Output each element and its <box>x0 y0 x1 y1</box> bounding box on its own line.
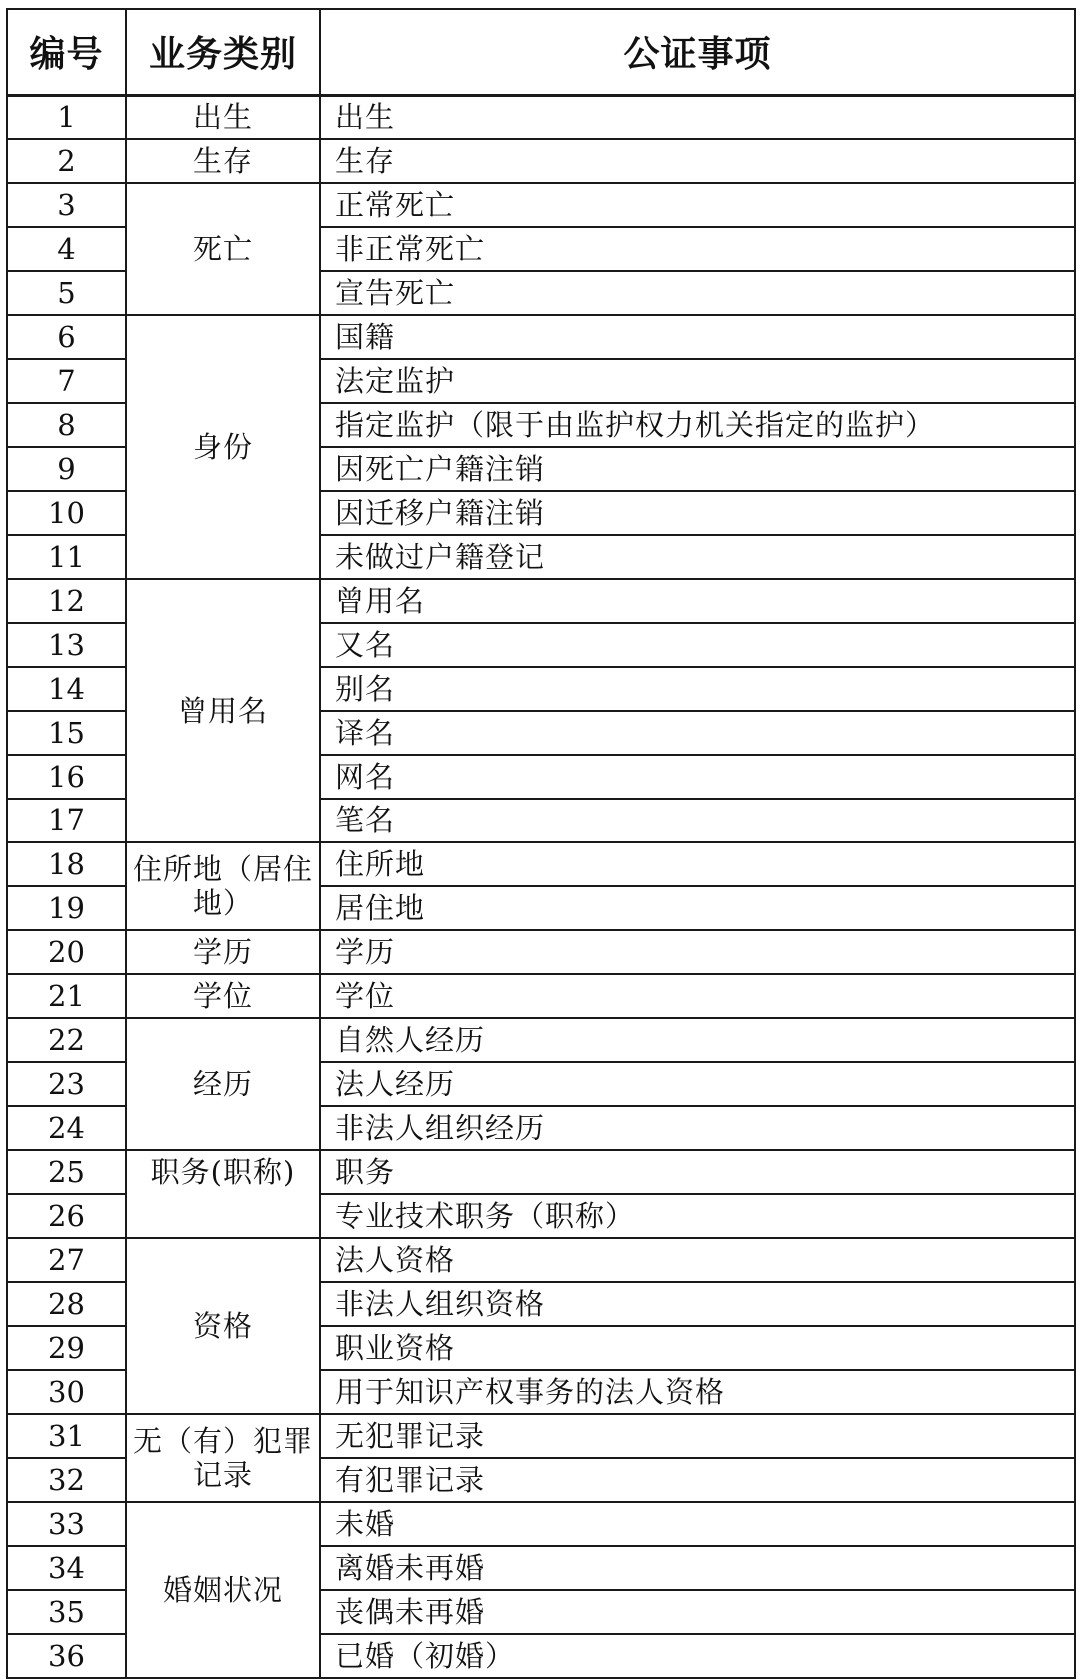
notary-item-cell: 生存 <box>320 139 1075 183</box>
notary-item-cell: 指定监护（限于由监护权力机关指定的监护） <box>320 403 1075 447</box>
category-cell: 学历 <box>126 930 320 974</box>
notary-item-cell: 宣告死亡 <box>320 271 1075 315</box>
category-cell: 经历 <box>126 1018 320 1150</box>
table-header <box>7 9 1075 95</box>
notary-item-cell: 未做过户籍登记 <box>320 535 1075 579</box>
notary-item-cell: 别名 <box>320 667 1075 711</box>
category-cell: 出生 <box>126 95 320 139</box>
table-row <box>7 1150 1075 1194</box>
notary-item-cell: 已婚（初婚） <box>320 1634 1075 1678</box>
notary-item-cell: 笔名 <box>320 799 1075 843</box>
notary-item-cell: 网名 <box>320 755 1075 799</box>
notary-item-cell: 自然人经历 <box>320 1018 1075 1062</box>
row-number: 7 <box>7 359 126 403</box>
category-cell: 住所地（居住地） <box>126 842 320 930</box>
category-cell: 生存 <box>126 139 320 183</box>
row-number: 34 <box>7 1546 126 1590</box>
table-row <box>7 1414 1075 1458</box>
row-number: 32 <box>7 1458 126 1502</box>
table-row <box>7 930 1075 974</box>
category-cell: 死亡 <box>126 183 320 315</box>
notary-item-cell: 未婚 <box>320 1502 1075 1546</box>
row-number: 4 <box>7 227 126 271</box>
table-row <box>7 139 1075 183</box>
notary-item-cell: 用于知识产权事务的法人资格 <box>320 1370 1075 1414</box>
row-number: 35 <box>7 1590 126 1634</box>
row-number: 13 <box>7 623 126 667</box>
row-number: 16 <box>7 755 126 799</box>
category-cell: 无（有）犯罪记录 <box>126 1414 320 1502</box>
row-number: 5 <box>7 271 126 315</box>
table-body <box>7 95 1075 1678</box>
notary-item-cell: 因死亡户籍注销 <box>320 447 1075 491</box>
row-number: 1 <box>7 95 126 139</box>
row-number: 24 <box>7 1106 126 1150</box>
notary-item-cell: 正常死亡 <box>320 183 1075 227</box>
row-number: 26 <box>7 1194 126 1238</box>
row-number: 27 <box>7 1238 126 1282</box>
row-number: 33 <box>7 1502 126 1546</box>
table-row <box>7 974 1075 1018</box>
row-number: 14 <box>7 667 126 711</box>
row-number: 2 <box>7 139 126 183</box>
notary-item-cell: 专业技术职务（职称） <box>320 1194 1075 1238</box>
row-number: 18 <box>7 842 126 886</box>
table-row <box>7 1502 1075 1546</box>
row-number: 30 <box>7 1370 126 1414</box>
notary-item-cell: 法人经历 <box>320 1062 1075 1106</box>
row-number: 22 <box>7 1018 126 1062</box>
notary-item-cell: 译名 <box>320 711 1075 755</box>
row-number: 36 <box>7 1634 126 1678</box>
header-row <box>7 9 1075 95</box>
notary-item-cell: 有犯罪记录 <box>320 1458 1075 1502</box>
category-cell: 职务(职称) <box>126 1150 320 1238</box>
notary-item-cell: 国籍 <box>320 315 1075 359</box>
table-row <box>7 1238 1075 1282</box>
row-number: 23 <box>7 1062 126 1106</box>
notary-item-cell: 因迁移户籍注销 <box>320 491 1075 535</box>
notary-item-cell: 无犯罪记录 <box>320 1414 1075 1458</box>
row-number: 28 <box>7 1282 126 1326</box>
table-row <box>7 95 1075 139</box>
row-number: 11 <box>7 535 126 579</box>
row-number: 19 <box>7 886 126 930</box>
notary-item-cell: 法人资格 <box>320 1238 1075 1282</box>
table-row <box>7 183 1075 227</box>
row-number: 6 <box>7 315 126 359</box>
row-number: 15 <box>7 711 126 755</box>
row-number: 9 <box>7 447 126 491</box>
category-cell: 婚姻状况 <box>126 1502 320 1678</box>
notary-item-cell: 学位 <box>320 974 1075 1018</box>
notary-item-cell: 居住地 <box>320 886 1075 930</box>
table-row <box>7 1018 1075 1062</box>
notary-item-cell: 职务 <box>320 1150 1075 1194</box>
notary-items-table <box>6 8 1076 1679</box>
header-item: 公证事项 <box>320 9 1075 95</box>
category-cell: 身份 <box>126 315 320 579</box>
notary-item-cell: 学历 <box>320 930 1075 974</box>
row-number: 3 <box>7 183 126 227</box>
notary-item-cell: 非正常死亡 <box>320 227 1075 271</box>
notary-item-cell: 丧偶未再婚 <box>320 1590 1075 1634</box>
category-cell: 曾用名 <box>126 579 320 843</box>
table-row <box>7 579 1075 623</box>
header-category: 业务类别 <box>126 9 320 95</box>
row-number: 10 <box>7 491 126 535</box>
notary-item-cell: 法定监护 <box>320 359 1075 403</box>
row-number: 31 <box>7 1414 126 1458</box>
notary-item-cell: 职业资格 <box>320 1326 1075 1370</box>
row-number: 8 <box>7 403 126 447</box>
row-number: 29 <box>7 1326 126 1370</box>
row-number: 12 <box>7 579 126 623</box>
notary-item-cell: 非法人组织资格 <box>320 1282 1075 1326</box>
header-number: 编号 <box>7 9 126 95</box>
table-row <box>7 842 1075 886</box>
table-row <box>7 315 1075 359</box>
notary-item-cell: 离婚未再婚 <box>320 1546 1075 1590</box>
notary-item-cell: 又名 <box>320 623 1075 667</box>
category-cell: 学位 <box>126 974 320 1018</box>
row-number: 21 <box>7 974 126 1018</box>
notary-item-cell: 非法人组织经历 <box>320 1106 1075 1150</box>
row-number: 20 <box>7 930 126 974</box>
row-number: 17 <box>7 799 126 843</box>
row-number: 25 <box>7 1150 126 1194</box>
notary-item-cell: 出生 <box>320 95 1075 139</box>
notary-item-cell: 住所地 <box>320 842 1075 886</box>
category-cell: 资格 <box>126 1238 320 1414</box>
notary-item-cell: 曾用名 <box>320 579 1075 623</box>
